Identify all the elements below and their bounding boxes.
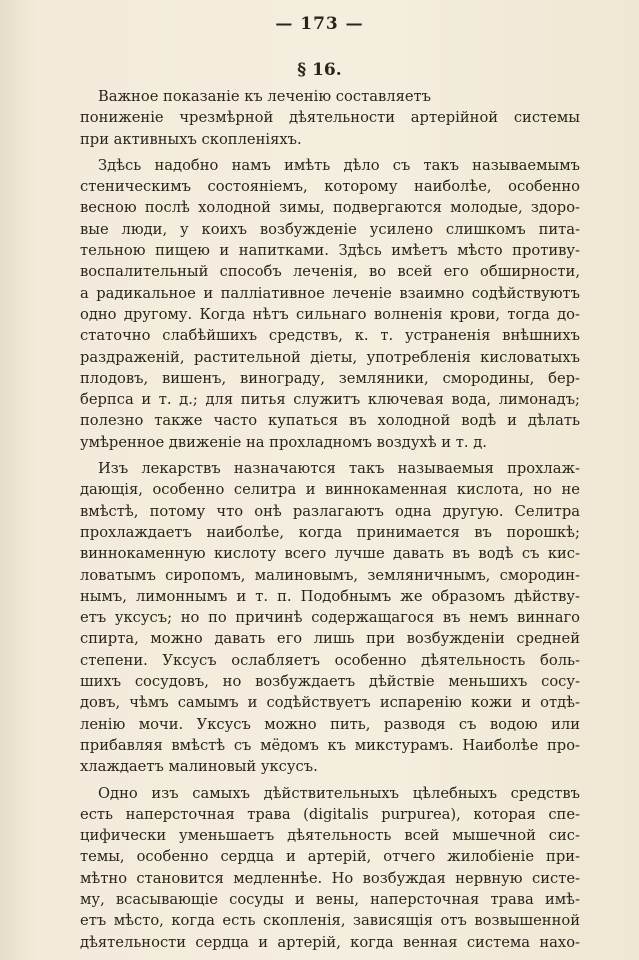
text-line: етъ уксусъ; но по причинѣ содержащагося въ немъ виннаго	[80, 609, 580, 627]
text-line: стеническимъ состоянiемъ, которому наиболѣе, особенно	[80, 178, 580, 196]
text-line: Одно изъ самыхъ дѣйствительныхъ цѣлебныхъ средствъ	[98, 784, 580, 802]
text-line: ловатымъ сиропомъ, малиновымъ, земляничнымъ, смородин-	[80, 566, 580, 584]
text-line: му, всасывающiе сосуды и вены, наперсточная трава имѣ-	[80, 890, 580, 908]
text-line: цифически уменьшаетъ дѣятельность всей мышечной сис-	[80, 827, 580, 845]
text-line: нымъ, лимоннымъ и т. п. Подобнымъ же образомъ дѣйству-	[80, 587, 580, 605]
text-line: весною послѣ холодной зимы, подвергаются молодые, здоро-	[80, 199, 580, 217]
text-line: прибавляя вмѣстѣ съ мёдомъ къ микстурамъ. Наиболѣе про-	[80, 736, 580, 754]
text-line: пониженiе чрезмѣрной дѣятельности артерiйной системы	[80, 109, 580, 127]
text-line: хлаждаетъ малиновый уксусъ.	[80, 758, 318, 776]
text-line: одно другому. Когда нѣтъ сильнаго волненiя крови, тогда до-	[80, 305, 580, 323]
text-line: дающiя, особенно селитра и виннокаменная кислота, но не	[80, 481, 580, 499]
text-line: умѣренное движенiе на прохладномъ воздухѣ и т. д.	[80, 433, 487, 451]
text-line: довъ, чѣмъ самымъ и содѣйствуетъ испаренiю кожи и отдѣ-	[80, 694, 580, 712]
text-line: спирта, можно давать его лишь при возбужденiи средней	[80, 630, 580, 648]
text-line: шихъ сосудовъ, но возбуждаетъ дѣйствiе меньшихъ сосу-	[80, 673, 580, 691]
text-line: есть наперсточная трава (digitalis purpurea), которая спе-	[80, 805, 580, 823]
text-line: степени. Уксусъ ослабляетъ особенно дѣятельность боль-	[80, 651, 580, 669]
text-line: виннокаменную кислоту всего лучше давать въ водѣ съ кис-	[80, 545, 580, 563]
text-line: ленiю мочи. Уксусъ можно пить, разводя съ водою или	[80, 715, 580, 733]
text-line: темы, особенно сердца и артерiй, отчего жилобiенiе при-	[80, 848, 580, 866]
text-line: вые люди, у коихъ возбужденiе усилено слишкомъ пита-	[80, 220, 580, 238]
text-line: раздраженiй, растительной дiеты, употребленiя кисловатыхъ	[80, 348, 580, 366]
text-line: мѣтно становится медленнѣе. Но возбуждая нервную систе-	[80, 869, 580, 887]
text-line: дѣятельности сердца и артерiй, когда венная система нахо-	[80, 933, 580, 951]
text-line: воспалительный способъ леченiя, во всей его обширности,	[80, 263, 580, 281]
page-number: — 173 —	[275, 14, 364, 34]
text-line: берпса и т. д.; для питья служитъ ключевая вода, лимонадъ;	[80, 391, 580, 409]
section-heading: § 16.	[297, 60, 342, 80]
text-line: тельною пищею и напитками. Здѣсь имѣетъ мѣсто противу-	[80, 242, 580, 260]
text-line: плодовъ, вишенъ, винограду, земляники, смородины, бер-	[80, 369, 580, 387]
text-line: прохлаждаетъ наиболѣе, когда принимается въ порошкѣ;	[80, 523, 580, 541]
text-line: Важное показанiе къ леченiю составляетъ	[98, 88, 432, 105]
text-line: статочно слабѣйшихъ средствъ, к. т. устраненiя внѣшнихъ	[80, 327, 580, 345]
body-text	[80, 86, 580, 953]
text-line: етъ мѣсто, когда есть скопленiя, зависящiя отъ возвышенной	[80, 912, 580, 930]
text-line: а радикальное и паллiативное леченiе взаимно содѣйствуютъ	[80, 284, 580, 302]
text-line: вмѣстѣ, потому что онѣ разлагаютъ одна другую. Селитра	[80, 502, 580, 520]
text-line: Здѣсь надобно намъ имѣть дѣло съ такъ называемымъ	[98, 156, 580, 174]
text-line: при активныхъ скопленiяхъ.	[80, 130, 302, 148]
text-line: Изъ лекарствъ назначаются такъ называемыя прохлаж-	[98, 460, 580, 478]
text-line: полезно также часто купаться въ холодной водѣ и дѣлать	[80, 412, 580, 430]
